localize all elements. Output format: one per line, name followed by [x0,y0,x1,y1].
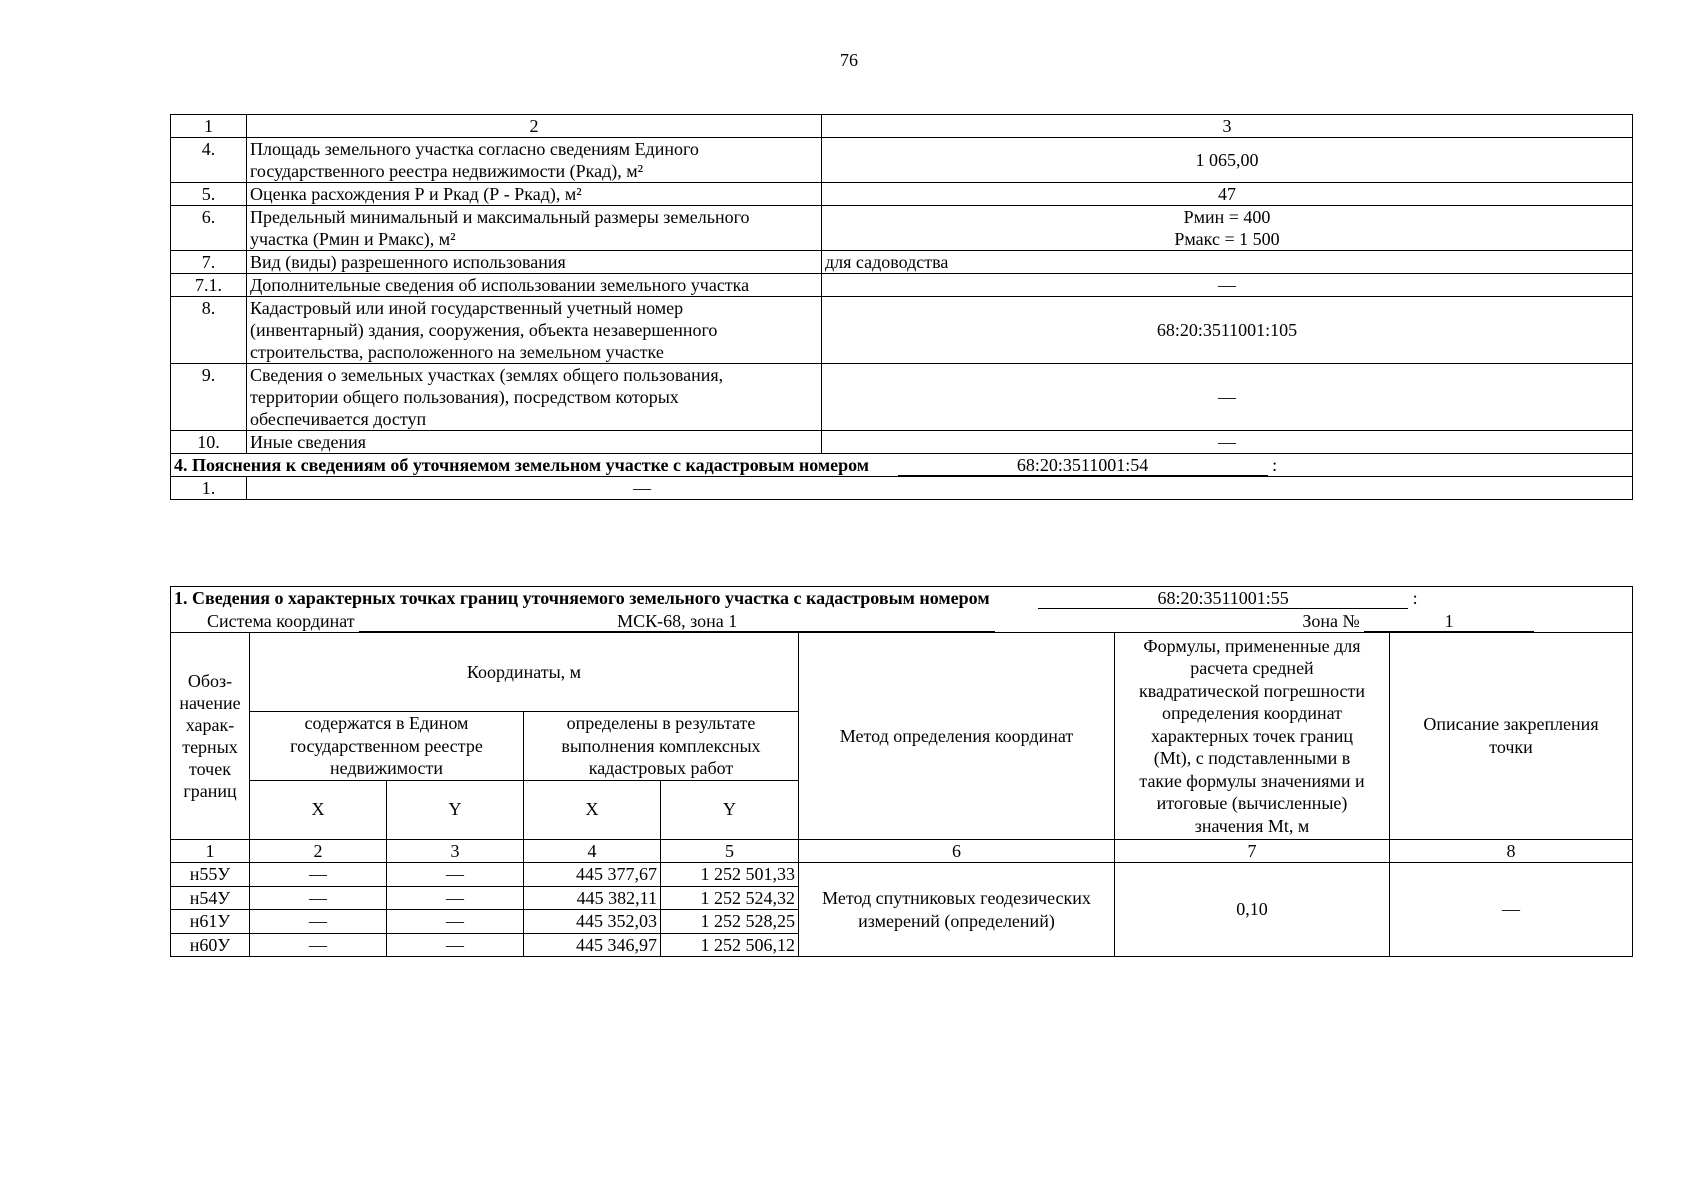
column-number: 1 [171,839,250,863]
table-row [171,251,1633,274]
point-name: н54У [171,886,250,910]
point-name: н61У [171,910,250,934]
table-row [171,274,1633,297]
formulas-header: Формулы, примененные для расчета средней квадратической погрешности определения координат характерных точек границ (Mt), с подставленными в такие формулы значениями и итоговые (вычисленные) значения Mt, м [1115,633,1390,840]
method-value: Метод спутниковых геодезических измерений (определений) [799,863,1115,957]
point-y-determined: 1 252 506,12 [661,933,799,957]
coord-system-value: МСК-68, зона 1 [359,611,995,632]
section-4-row [171,477,1633,500]
header-cell: 2 [247,115,822,138]
coord-system-label: Система координат [207,610,355,631]
row-value: для садоводства [822,251,1633,274]
point-name: н60У [171,933,250,957]
table-row [171,138,1633,183]
row-label: Сведения о земельных участках (землях общего пользования, территории общего пользования), посредством которых обеспечивается доступ [247,364,822,431]
header-cell: 3 [822,115,1633,138]
coord-system-cell [171,610,1633,633]
coord-system-row [171,610,1633,633]
row-number: 7.1. [171,274,247,297]
header-row-1 [171,633,1633,712]
section-4-cadastral-number: 68:20:3511001:54 [898,455,1268,476]
row-number: 4. [171,138,247,183]
row-number: 8. [171,297,247,364]
y-determined-header: Y [661,780,799,839]
row-number: 9. [171,364,247,431]
row-label: Вид (виды) разрешенного использования [247,251,822,274]
point-x-determined: 445 382,11 [524,886,661,910]
section-4-row-value-cell [247,477,1633,500]
point-y-determined: 1 252 524,32 [661,886,799,910]
zone-value: 1 [1364,611,1534,632]
section-4-title-cell [171,454,1633,477]
row-value: — [822,364,1633,431]
designation-header: Обоз- начение харак- терных точек границ [171,633,250,840]
header-cell: 1 [171,115,247,138]
table-row [171,206,1633,251]
point-x-determined: 445 377,67 [524,863,661,887]
column-number: 8 [1390,839,1633,863]
row-number: 10. [171,431,247,454]
point-x-registry: — [250,886,387,910]
row-label: Кадастровый или иной государственный учетный номер (инвентарный) здания, сооружения, объекта незавершенного строительства, расположенного на земельном участке [247,297,822,364]
description-value: — [1390,863,1633,957]
section-1-title-row [171,587,1633,610]
zone-label: Зона № [1302,610,1360,631]
row-number: 5. [171,183,247,206]
section-1-title: 1. Сведения о характерных точках границ уточняемого земельного участка с кадастровым номером [174,588,990,608]
table-row [171,297,1633,364]
column-number: 2 [250,839,387,863]
table-row [171,863,1633,887]
section-4-title-row [171,454,1633,477]
mt-value: 0,10 [1115,863,1390,957]
section-4-title: 4. Пояснения к сведениям об уточняемом земельном участке с кадастровым номером [174,455,870,475]
section-4-row-value: — [633,478,651,498]
boundary-points-table [170,586,1633,957]
point-x-registry: — [250,863,387,887]
row-label: Дополнительные сведения об использовании земельного участка [247,274,822,297]
row-label: Оценка расхождения Р и Ркад (Р - Ркад), м² [247,183,822,206]
section-1-title-cell [171,587,1633,610]
row-value: 47 [822,183,1633,206]
row-label: Иные сведения [247,431,822,454]
table-header-row [171,115,1633,138]
point-y-registry: — [387,910,524,934]
column-numbers-row [171,839,1633,863]
coordinates-header: Координаты, м [250,633,799,712]
row-number: 1. [171,477,247,500]
row-value: 68:20:3511001:105 [822,297,1633,364]
column-number: 4 [524,839,661,863]
method-header: Метод определения координат [799,633,1115,840]
point-y-determined: 1 252 528,25 [661,910,799,934]
in-registry-header: содержатся в Едином государственном реестре недвижимости [250,712,524,781]
land-plot-info-table [170,114,1633,500]
row-label: Предельный минимальный и максимальный размеры земельного участка (Рмин и Рмакс), м² [247,206,822,251]
section-1-colon: : [1412,588,1418,608]
point-x-registry: — [250,933,387,957]
column-number: 3 [387,839,524,863]
determined-header: определены в результате выполнения комплексных кадастровых работ [524,712,799,781]
row-value: Рмин = 400 Рмакс = 1 500 [822,206,1633,251]
y-registry-header: Y [387,780,524,839]
point-x-registry: — [250,910,387,934]
row-number: 6. [171,206,247,251]
point-x-determined: 445 346,97 [524,933,661,957]
table-row [171,183,1633,206]
section-4-colon: : [1272,455,1278,475]
x-determined-header: X [524,780,661,839]
table-row [171,364,1633,431]
row-number: 7. [171,251,247,274]
page-number: 76 [840,50,858,70]
row-label: Площадь земельного участка согласно сведениям Единого государственного реестра недвижимости (Ркад), м² [247,138,822,183]
column-number: 6 [799,839,1115,863]
table-row [171,431,1633,454]
x-registry-header: X [250,780,387,839]
section-1-cadastral-number: 68:20:3511001:55 [1038,588,1408,609]
point-y-registry: — [387,933,524,957]
point-y-registry: — [387,863,524,887]
description-header: Описание закрепления точки [1390,633,1633,840]
point-name: н55У [171,863,250,887]
point-y-determined: 1 252 501,33 [661,863,799,887]
row-value: 1 065,00 [822,138,1633,183]
point-y-registry: — [387,886,524,910]
point-x-determined: 445 352,03 [524,910,661,934]
column-number: 7 [1115,839,1390,863]
column-number: 5 [661,839,799,863]
row-value: — [822,274,1633,297]
row-value: — [822,431,1633,454]
